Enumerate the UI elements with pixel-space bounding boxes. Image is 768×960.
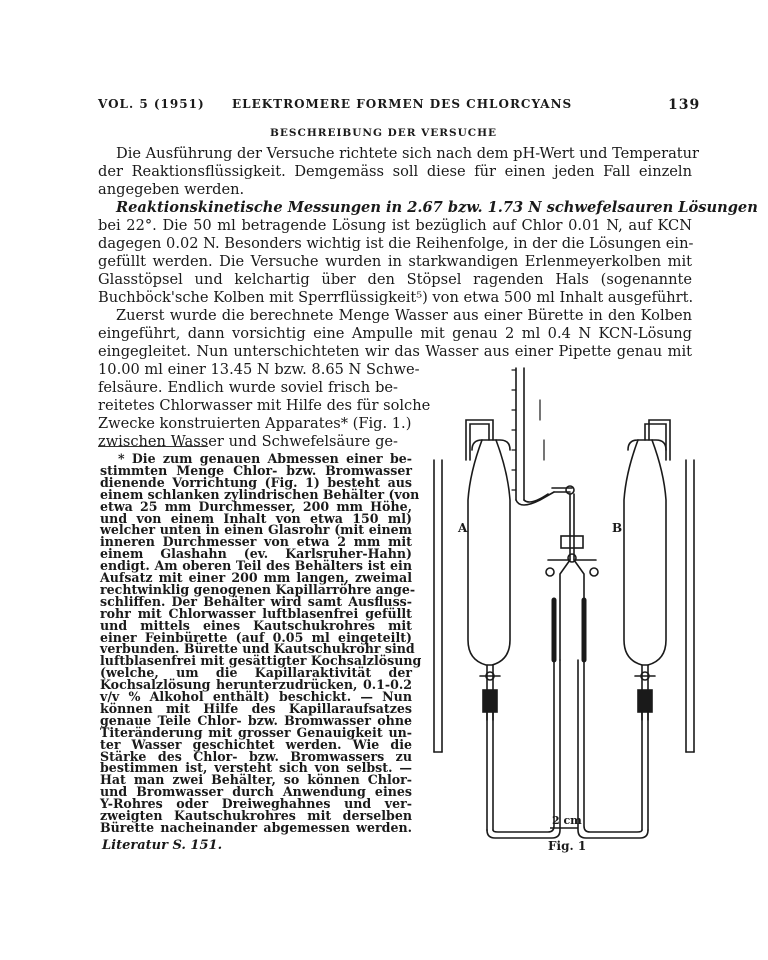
footnote-line: Kochsalzlösung herunterzudrücken, 0.1-0.2 — [100, 677, 412, 693]
running-header-volume: VOL. 5 (1951) — [98, 97, 205, 111]
figure-caption: Fig. 1 — [548, 839, 587, 853]
body-line: felsäure. Endlich wurde soviel frisch be- — [98, 379, 398, 396]
footnote-line: welcher unten in einen Glasrohr (mit einem — [100, 522, 412, 538]
body-line-italic: Reaktionskinetische Messungen in 2.67 bzw. 1.73 N schwefelsauren Lösungen — [116, 199, 758, 216]
running-header-title: ELEKTROMERE FORMEN DES CHLORCYANS — [232, 97, 573, 111]
page-number: 139 — [668, 97, 701, 113]
section-title: BESCHREIBUNG DER VERSUCHE — [270, 127, 498, 139]
footnote-line: einer Feinbürette (auf 0.05 ml eingeteilt) — [100, 629, 412, 645]
footnote-line: bestimmen ist, versteht sich von selbst. — — [100, 760, 412, 776]
footnote-line: können mit Hilfe des Kapillaraufsatzes — [100, 700, 412, 716]
footnote-line: genaue Teile Chlor- bzw. Bromwasser ohne — [100, 712, 412, 728]
footnote-line: und Bromwasser durch Anwendung eines — [100, 784, 412, 800]
body-line: reitetes Chlorwasser mit Hilfe des für solche — [98, 397, 431, 414]
footnote-rule — [98, 446, 208, 447]
footnote-line: und von einem Inhalt von etwa 150 ml) — [100, 510, 412, 526]
apparatus-figure — [420, 360, 720, 860]
body-line: Zuerst wurde die berechnete Menge Wasser aus einer Bürette in den Kolben — [116, 307, 692, 324]
footnote-line: rechtwinklig genogenen Kapillarröhre ange- — [100, 581, 416, 597]
footnote-line: (welche, um die Kapillaraktivität der — [100, 665, 412, 681]
footnote-line: rohr mit Chlorwasser luftblasenfrei gefüllt — [100, 605, 412, 621]
footnote-line: etwa 25 mm Durchmesser, 200 mm Höhe, — [100, 498, 412, 514]
footnote-line: Bürette nacheinander abgemessen werden. — [100, 819, 412, 835]
footnote-line: Hat man zwei Behälter, so können Chlor- — [100, 772, 412, 788]
body-line: Glasstöpsel und kelchartig über den Stöpsel ragenden Hals (sogenannte — [98, 271, 692, 288]
footnote-line: verbunden. Bürette und Kautschukrohr sind — [100, 641, 415, 657]
footnote-line: zweigten Kautschukrohres mit derselben — [100, 808, 412, 823]
footnote-line: * Die zum genauen Abmessen einer be- — [118, 451, 412, 466]
footnote-line: Titeränderung mit grosser Genauigkeit un- — [100, 724, 412, 740]
footnote-line: ter Wasser geschichtet werden. Wie die — [100, 736, 412, 752]
figure-label-a: A — [458, 521, 468, 535]
footnote-line: inneren Durchmesser von etwa 2 mm mit — [100, 534, 412, 550]
footnote-line: Stärke des Chlor- bzw. Bromwassers zu — [100, 748, 412, 764]
body-line: angegeben werden. — [98, 181, 245, 198]
body-line: eingegleitet. Nun unterschichteten wir das Wasser aus einer Pipette genau mit — [98, 343, 692, 360]
body-line: gefüllt werden. Die Versuche wurden in starkwandigen Erlenmeyerkolben mit — [98, 253, 692, 270]
footnote-line: luftblasenfrei mit gesättigter Kochsalzlösung — [100, 653, 422, 669]
literature-reference: Literatur S. 151. — [102, 838, 223, 853]
footnote-line: einem Glashahn (ev. Karlsruher-Hahn) — [100, 546, 412, 562]
footnote-line: v/v % Alkohol enthält) beschickt. — Nun — [100, 689, 412, 704]
body-line: eingeführt, dann vorsichtig eine Ampulle mit genau 2 ml 0.4 N KCN-Lösung — [98, 325, 692, 342]
body-line: Die Ausführung der Versuche richtete sich nach dem pH-Wert und Temperatur — [116, 145, 700, 162]
figure-label-b: B — [612, 521, 623, 535]
figure-scale-label: 2 cm — [552, 814, 582, 827]
body-line: Buchböck'sche Kolben mit Sperrflüssigkeit⁵) von etwa 500 ml Inhalt ausgeführt. — [98, 289, 694, 306]
body-line: bei 22°. Die 50 ml betragende Lösung ist bezüglich auf Chlor 0.01 N, auf KCN — [98, 217, 692, 234]
footnote-line: stimmten Menge Chlor- bzw. Bromwasser — [100, 462, 412, 478]
footnote-line: einem schlanken zylindrischen Behälter (von — [100, 486, 420, 502]
footnote-line: schliffen. Der Behälter wird samt Ausfluss- — [100, 593, 412, 609]
footnote-line: Y-Rohres oder Dreiweghahnes und ver- — [100, 796, 412, 812]
footnote-line: und mittels eines Kautschukrohres mit — [100, 617, 412, 633]
body-line: Zwecke konstruierten Apparates* (Fig. 1.) — [98, 415, 412, 432]
body-line: zwischen Wasser und Schwefelsäure ge- — [98, 433, 398, 450]
body-line: der Reaktionsflüssigkeit. Demgemäss soll diese für einen jeden Fall einzeln — [98, 163, 692, 180]
footnote-line: endigt. Am oberen Teil des Behälters ist ein — [100, 558, 412, 574]
body-line: dagegen 0.02 N. Besonders wichtig ist die Reihenfolge, in der die Lösungen ein- — [98, 235, 694, 252]
footnote-line: dienende Vorrichtung (Fig. 1) besteht aus — [100, 474, 412, 490]
footnote-line: Aufsatz mit einer 200 mm langen, zweimal — [100, 570, 412, 585]
body-line: 10.00 ml einer 13.45 N bzw. 8.65 N Schwe- — [98, 361, 420, 378]
